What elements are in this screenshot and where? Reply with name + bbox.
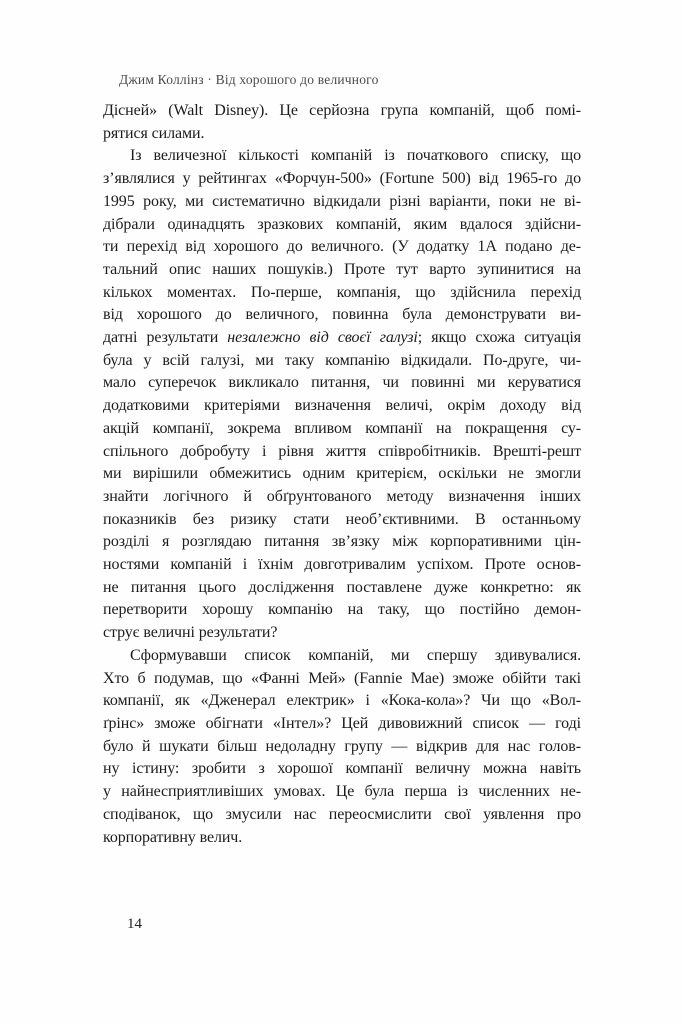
text-segment: ми вирішили обмежитись одним критерієм, оскільки не змогли <box>103 465 581 483</box>
text-segment: ; якщо схожа ситуація <box>417 329 582 347</box>
text-segment: спільного добробуту і рівня життя співробітників. Врешті-решт <box>103 442 581 460</box>
text-line <box>103 418 581 441</box>
text-line <box>103 441 581 464</box>
text-segment: розділі я розглядаю питання зв’язку між корпоративними цін- <box>103 533 581 551</box>
text-segment: дібрали одинадцять зразкових компаній, яким вдалося здійсни- <box>103 215 581 233</box>
text-segment: струє величні результати? <box>103 624 278 642</box>
text-line <box>103 168 581 191</box>
text-line <box>103 509 581 532</box>
text-line <box>103 668 581 691</box>
text-line <box>103 531 581 554</box>
text-line <box>103 758 581 781</box>
text-segment: тальний опис наших пошуків.) Проте тут варто зупинитися на <box>103 260 581 278</box>
text-segment: сподіванок, що змусили нас переосмислити свої уявлення про <box>103 805 581 823</box>
text-line <box>103 554 581 577</box>
text-segment: Сформувавши список компаній, ми спершу здивувалися. <box>130 646 581 664</box>
text-line <box>103 259 581 282</box>
text-segment: було й шукати більш недоладну групу — відкрив для нас голов- <box>103 737 581 755</box>
text-line <box>103 282 581 305</box>
text-line <box>103 736 581 759</box>
paragraph <box>103 645 581 849</box>
text-segment: 1995 року, ми систематично відкидали різні варіанти, поки не ві- <box>103 192 581 210</box>
text-line <box>103 645 581 668</box>
text-line <box>103 327 581 350</box>
text-segment: мало суперечок викликало питання, чи повинні ми керуватися <box>103 374 581 392</box>
text-segment: ностями компаній і їхнім довготривалим успіхом. Проте основ- <box>103 556 581 574</box>
text-line <box>103 304 581 327</box>
text-segment: показників без ризику стати необ’єктивними. В останньому <box>103 510 581 528</box>
running-header: Джим Коллінз · Від хорошого до величного <box>119 72 379 87</box>
text-line <box>103 827 581 850</box>
text-segment: датні результати <box>103 329 228 347</box>
text-line <box>103 145 581 168</box>
page-number: 14 <box>127 916 142 932</box>
text-segment: від хорошого до величного, повинна була демонструвати ви- <box>103 306 581 324</box>
text-segment: ну істину: зробити з хорошої компанії величну можна навіть <box>103 760 581 778</box>
text-line <box>103 781 581 804</box>
text-line <box>103 214 581 237</box>
text-line <box>103 690 581 713</box>
text-block <box>103 100 581 849</box>
text-segment: кількох моментах. По-перше, компанія, що здійснила перехід <box>103 283 581 301</box>
text-line <box>103 486 581 509</box>
text-segment: компанії, як «Дженерал електрик» і «Кока-кола»? Чи що «Вол- <box>103 692 581 710</box>
text-line <box>103 463 581 486</box>
text-segment: знайти логічного й обґрунтованого методу визначення інших <box>103 487 581 505</box>
text-segment: ти перехід від хорошого до величного. (У додатку 1А подано де- <box>103 238 581 256</box>
text-segment: Дісней» (Walt Disney). Це серйозна група компаній, щоб помі- <box>103 102 581 119</box>
text-line <box>103 577 581 600</box>
text-segment: ґрінс» зможе обігнати «Інтел»? Цей дивовижний список — годі <box>103 714 581 732</box>
text-line <box>103 100 581 123</box>
text-line <box>103 804 581 827</box>
text-line <box>103 191 581 214</box>
text-line <box>103 123 581 146</box>
text-segment: була у всій галузі, ми таку компанію відкидали. По-друге, чи- <box>103 351 581 369</box>
paragraph <box>103 145 581 644</box>
text-line <box>103 599 581 622</box>
text-segment: рятися силами. <box>103 124 205 142</box>
text-line <box>103 372 581 395</box>
paragraph <box>103 100 581 145</box>
text-line <box>103 622 581 645</box>
text-segment: перетворити хорошу компанію на таку, що постійно демон- <box>103 601 581 619</box>
text-segment: Хто б подумав, що «Фанні Мей» (Fannie Mae) зможе обійти такі <box>103 669 581 687</box>
text-segment: Із величезної кількості компаній із початкового списку, що <box>130 147 581 165</box>
text-segment: акцій компанії, зокрема впливом компанії на покращення су- <box>103 419 581 437</box>
text-line <box>103 395 581 418</box>
text-line <box>103 236 581 259</box>
text-line <box>103 713 581 736</box>
text-segment: додатковими критеріями визначення величі, окрім доходу від <box>103 397 581 415</box>
text-segment: не питання цього дослідження поставлене дуже конкретно: як <box>103 578 581 596</box>
text-segment: у найнесприятливіших умовах. Це була перша із численних не- <box>103 783 581 801</box>
text-line <box>103 350 581 373</box>
text-segment: з’являлися у рейтингах «Форчун-500» (Fortune 500) від 1965-го до <box>103 170 581 188</box>
text-segment: корпоративну велич. <box>103 828 243 846</box>
italic-text: незалежно від своєї галузі <box>227 329 418 347</box>
